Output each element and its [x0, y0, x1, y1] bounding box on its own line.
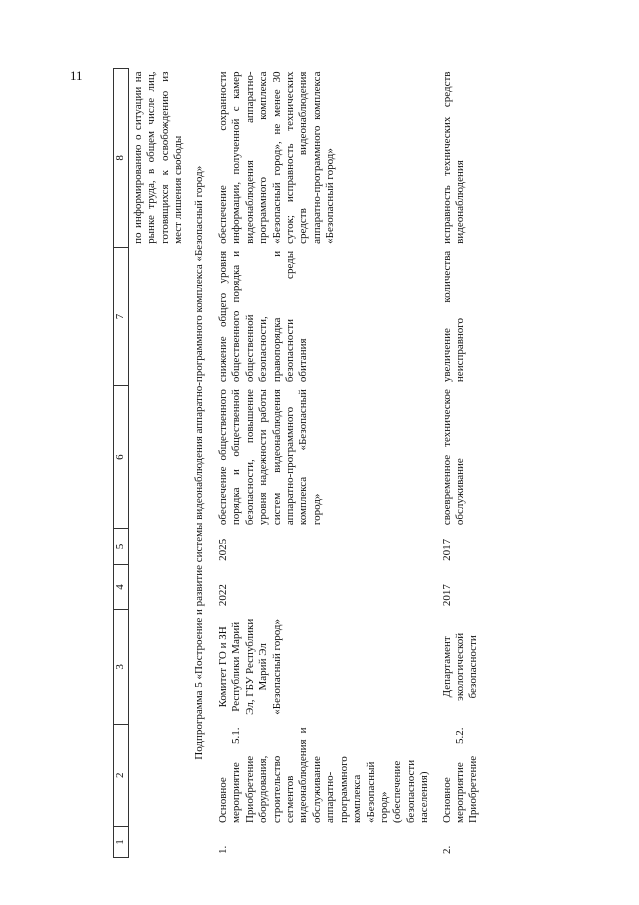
row-indicators: обеспечение сохранности информации, полученной с камер видеонаблюдения аппаратно-программного комплекса «Безопасный город», не менее 30 суток; исправность технических средств видеонаблюдения аппаратно-программного комплекса «Безопасный город»: [217, 71, 337, 244]
header-col-6: 6: [114, 386, 129, 529]
header-col-2: 2: [114, 724, 129, 826]
row-event: Основное мероприятие 5.2. Приобретение: [440, 727, 480, 824]
row-executor: Департамент экологической безопасности: [440, 632, 480, 701]
header-col-4: 4: [114, 564, 129, 609]
header-col-5: 5: [114, 529, 129, 565]
row-event: Основное мероприятие 5.1. Приобретение оборудования, строительство сегментов видеонаблюдения и обслуживание аппаратно-программного комплекса «Безопасный город» (обеспечение безопасности населения): [217, 727, 431, 824]
row-result: обеспечение общественного порядка и общественной безопасности, повышение уровня надежности работы систем видеонаблюдения аппаратно-программного комплекса «Безопасный город»: [217, 389, 323, 526]
subprogram-row: [187, 69, 216, 858]
header-col-8: 8: [114, 69, 129, 248]
row-start-year: 2017: [440, 584, 453, 607]
header-col-7: 7: [114, 247, 129, 385]
rotated-table-container: [113, 68, 639, 858]
row-indicators: исправность технических средств видеонаблюдения: [440, 71, 466, 244]
row-end-year: 2025: [217, 538, 230, 561]
row-consequences: снижение общего уровня общественного порядка и общественной безопасности, правопорядка и безопасности среды обитания: [217, 250, 310, 383]
header-col-1: 1: [114, 827, 129, 858]
page-number: 11: [70, 68, 83, 83]
header-col-3: 3: [114, 610, 129, 724]
continuation-row: [129, 69, 187, 858]
subprogram-title: Подпрограмма 5 «Построение и развитие системы видеонаблюдения аппаратно-программного комплекса «Безопасный город»: [192, 165, 205, 760]
row-executor: Комитет ГО и ЗН Республики Марий Эл, ГБУ Республики Марий Эл «Безопасный город»: [217, 618, 283, 715]
table-row: [216, 69, 433, 858]
table-row: [433, 69, 482, 858]
row-start-year: 2022: [217, 584, 230, 607]
row-result: своевременное техническое обслуживание: [440, 389, 466, 526]
row-consequences: увеличение количества неисправного: [440, 250, 466, 383]
continuation-indicators: по информированию о ситуации на рынке труда, в общем числе лиц, готовящихся к освобождению из мест лишения свободы: [132, 71, 185, 244]
program-table: [113, 68, 482, 858]
row-number: 1.: [217, 845, 230, 854]
header-row: [114, 69, 129, 858]
row-number: 2.: [440, 845, 453, 854]
row-end-year: 2017: [440, 538, 453, 561]
